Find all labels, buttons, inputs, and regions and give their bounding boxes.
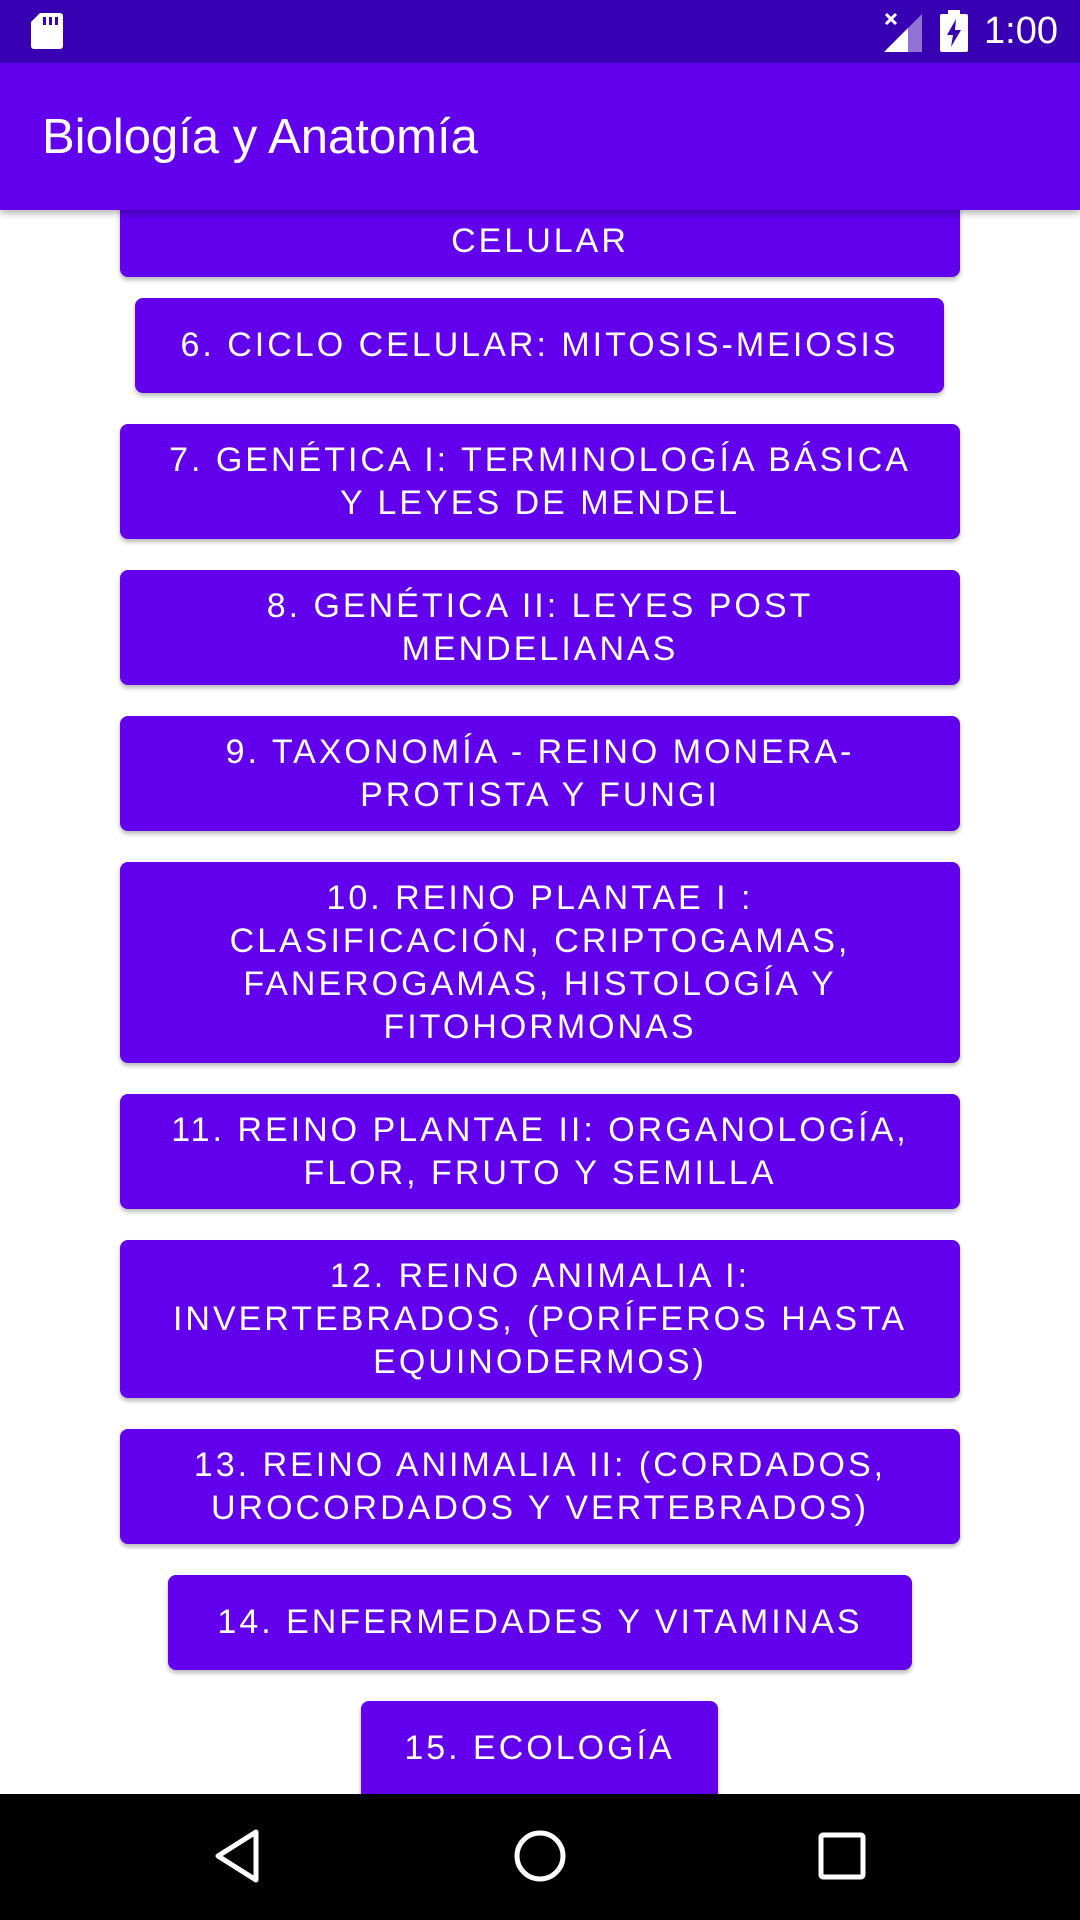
topic-button-9[interactable]: 9. TAXONOMÍA - REINO MONERA-PROTISTA Y FUNGI [120, 716, 960, 831]
topic-button-12[interactable]: 12. REINO ANIMALIA I: INVERTEBRADOS, (PORÍFEROS HASTA EQUINODERMOS) [120, 1240, 960, 1398]
topic-button-6[interactable]: 6. CICLO CELULAR: MITOSIS-MEIOSIS [135, 298, 944, 393]
status-bar [0, 0, 1080, 63]
topic-button-7[interactable]: 7. GENÉTICA I: TERMINOLOGÍA BÁSICA Y LEYES DE MENDEL [120, 424, 960, 539]
topic-button-14[interactable]: 14. ENFERMEDADES Y VITAMINAS [168, 1575, 912, 1670]
topic-button-15[interactable]: 15. ECOLOGÍA [361, 1701, 718, 1794]
signal-icon [884, 12, 922, 52]
app-bar [0, 63, 1080, 210]
topic-button-5-celular[interactable]: CELULAR [120, 210, 960, 277]
navigation-bar [0, 1794, 1080, 1920]
back-icon[interactable] [210, 1826, 270, 1886]
sd-card-icon [30, 12, 64, 50]
recent-apps-icon[interactable] [812, 1826, 872, 1886]
topic-button-11[interactable]: 11. REINO PLANTAE II: ORGANOLOGÍA, FLOR, FRUTO Y SEMILLA [120, 1094, 960, 1209]
home-icon[interactable] [510, 1826, 570, 1886]
battery-charging-icon [940, 10, 968, 52]
topic-button-13[interactable]: 13. REINO ANIMALIA II: (CORDADOS, UROCORDADOS Y VERTEBRADOS) [120, 1429, 960, 1544]
status-clock: 1:00 [984, 10, 1058, 52]
topic-list[interactable] [0, 210, 1080, 1794]
app-title: Biología y Anatomía [42, 110, 478, 164]
topic-button-8[interactable]: 8. GENÉTICA II: LEYES POST MENDELIANAS [120, 570, 960, 685]
topic-button-10[interactable]: 10. REINO PLANTAE I : CLASIFICACIÓN, CRIPTOGAMAS, FANEROGAMAS, HISTOLOGÍA Y FITOHORMONAS [120, 862, 960, 1063]
